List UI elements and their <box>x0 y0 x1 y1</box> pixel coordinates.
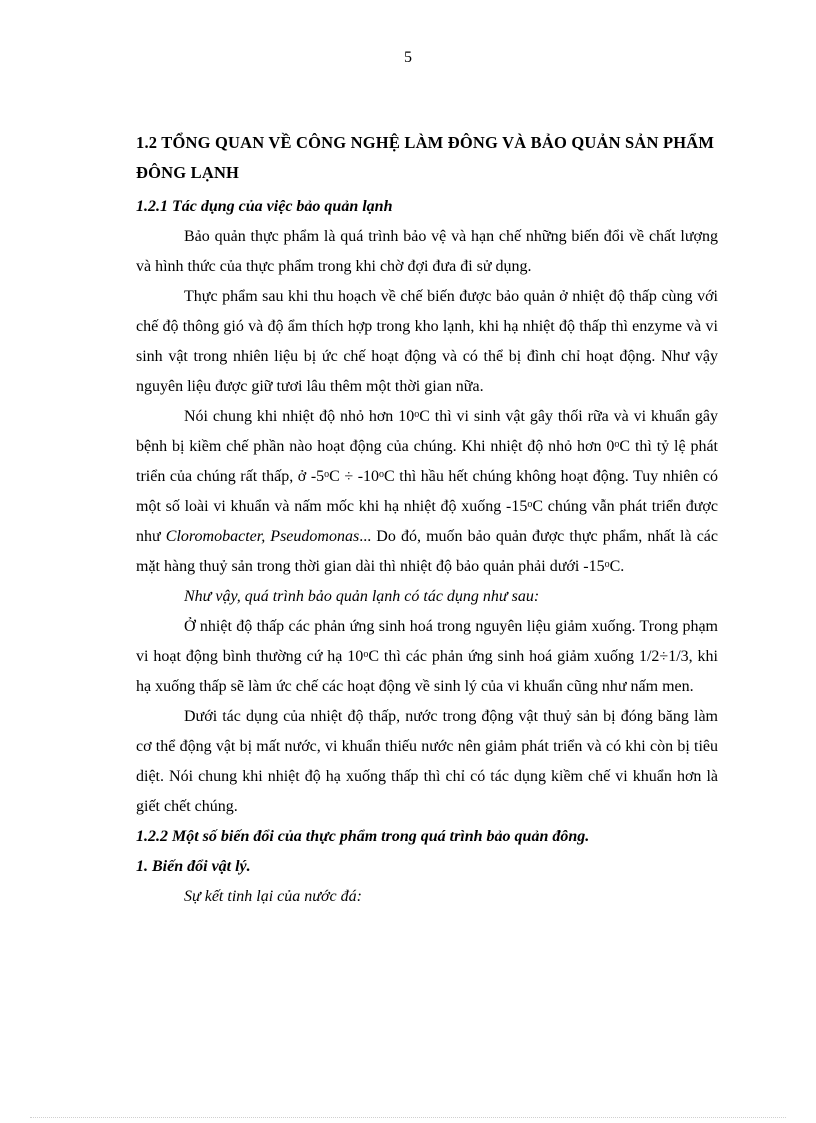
degree-sign: o <box>379 469 385 480</box>
document-body <box>136 128 718 912</box>
subheading-recrystallization: Sự kết tinh lại của nước đá: <box>184 888 362 905</box>
paragraph-2: Thực phẩm sau khi thu hoạch về chế biến được bảo quản ở nhiệt độ thấp cùng với chế độ thông gió và độ ẩm thích hợp trong kho lạnh, khi hạ nhiệt độ thấp thì enzyme và vi sinh vật trong nhiên liệu bị ức chế hoạt động và có thể bị đình chỉ hoạt động. Như vậy nguyên liệu được giữ tươi lâu thêm một thời gian nữa. <box>136 288 718 395</box>
subsection-heading-1-2-1: 1.2.1 Tác dụng của việc bảo quản lạnh <box>136 198 393 215</box>
paragraph-3: Nói chung khi nhiệt độ nhỏ hơn 10$^o$C thì vi sinh vật gây thối rữa và vi khuẩn gây bệnh bị kiềm chế phần nào hoạt động của chúng. Khi nhiệt độ nhỏ hơn 0$^o$C thì tỷ lệ phát triển của chúng rất thấp, ở $-5^oC \div -10^oC$ thì hầu hết chúng không hoạt động. Tuy nhiên có một số loài vi khuẩn và nấm mốc khi hạ nhiệt độ xuống -15$^o$C chúng vẫn phát triển được như Cloromobacter, Pseudomonas... Do đó, muốn bảo quản được thực phẩm, nhất là các mặt hàng thuỷ sản trong thời gian dài thì nhiệt độ bảo quản phải dưới -15$^o$C. <box>136 408 719 575</box>
degree-sign: o <box>363 649 369 660</box>
footer-rule <box>30 1117 786 1118</box>
degree-sign: o <box>604 559 610 570</box>
section-heading: 1.2 TỔNG QUAN VỀ CÔNG NGHỆ LÀM ĐÔNG VÀ BẢO QUẢN SẢN PHẨM ĐÔNG LẠNH <box>136 133 715 182</box>
paragraph-4: Ở nhiệt độ thấp các phản ứng sinh hoá trong nguyên liệu giảm xuống. Trong phạm vi hoạt động bình thường cứ hạ 10$^o$C thì các phản ứng sinh hoá giảm xuống 1/2÷1/3, khi hạ xuống thấp sẽ làm ức chế các hoạt động về sinh lý của vi khuẩn cũng như nấm men. <box>136 618 718 695</box>
degree-sign: o <box>414 409 420 420</box>
item-heading-physical-changes: 1. Biến đổi vật lý. <box>136 858 251 875</box>
paragraph-5: Dưới tác dụng của nhiệt độ thấp, nước trong động vật thuỷ sản bị đóng băng làm cơ thể động vật bị mất nước, vi khuẩn thiếu nước nên giảm phát triển và có khi còn bị tiêu diệt. Nói chung khi nhiệt độ hạ xuống thấp thì chỉ có tác dụng kiềm chế vi khuẩn hơn là giết chết chúng. <box>136 708 718 815</box>
paragraph-1: Bảo quản thực phẩm là quá trình bảo vệ và hạn chế những biến đổi về chất lượng và hình thức của thực phẩm trong khi chờ đợi đưa đi sử dụng. <box>136 228 718 275</box>
degree-sign: o <box>614 439 620 450</box>
subsection-heading-1-2-2: 1.2.2 Một số biến đổi của thực phẩm trong quá trình bảo quản đông. <box>136 828 590 845</box>
page-number: 5 <box>404 49 412 66</box>
degree-sign: o <box>527 499 533 510</box>
degree-sign: o <box>324 469 330 480</box>
bacteria-names: Cloromobacter, Pseudomonas <box>165 528 360 545</box>
intro-italic: Như vậy, quá trình bảo quản lạnh có tác dụng như sau: <box>184 588 540 605</box>
